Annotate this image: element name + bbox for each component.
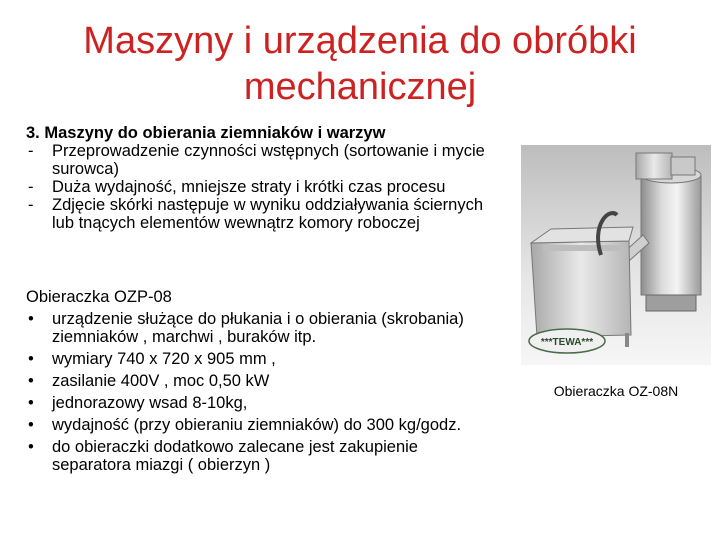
dash-marker: -	[28, 196, 34, 214]
section-heading: 3. Maszyny do obierania ziemniaków i warzyw	[26, 124, 386, 142]
title-line-1: Maszyny i urządzenia do obróbki	[83, 20, 637, 62]
list-item	[26, 310, 501, 346]
photo-caption: Obieraczka OZ-08N	[553, 383, 679, 399]
list-item-text: Duża wydajność, mniejsze straty i krótki czas procesu	[52, 178, 446, 196]
list-item	[26, 142, 501, 178]
list-item-text: do obieraczki dodatkowo zalecane jest zakupienie separatora miazgi ( obierzyn )	[52, 438, 418, 474]
peeler-machine-photo	[521, 145, 711, 365]
dash-marker: -	[28, 142, 34, 160]
list-item	[26, 372, 501, 390]
list-item-text: jednorazowy wsad 8-10kg,	[52, 394, 248, 412]
list-item-text: zasilanie 400V , moc 0,50 kW	[52, 372, 270, 390]
bullet-marker: •	[28, 438, 34, 456]
list-item-text: wymiary 740 x 720 x 905 mm ,	[52, 350, 276, 368]
section-heading: Obieraczka OZP-08	[26, 288, 172, 306]
list-item-text: urządzenie służące do płukania i o obierania (skrobania) ziemniaków , marchwi , buraków itp.	[52, 310, 464, 346]
list-item	[26, 178, 501, 196]
list-item	[26, 416, 501, 434]
bullet-marker: •	[28, 372, 34, 390]
list-item-text: Zdjęcie skórki następuje w wyniku oddziaływania ściernych lub tnących elementów wewnątrz komory roboczej	[52, 196, 484, 232]
bullet-marker: •	[28, 416, 34, 434]
dash-list	[26, 142, 501, 232]
section-ozp-08	[26, 288, 501, 474]
slide-title	[20, 18, 700, 110]
list-item	[26, 196, 501, 232]
title-line-2: mechanicznej	[243, 66, 477, 108]
list-item	[26, 438, 501, 474]
list-item-text: Przeprowadzenie czynności wstępnych (sortowanie i mycie surowca)	[52, 142, 485, 178]
bullet-list	[26, 310, 501, 474]
bullet-marker: •	[28, 350, 34, 368]
peeler-machine-illustration	[521, 145, 711, 365]
list-item	[26, 350, 501, 368]
dash-marker: -	[28, 178, 34, 196]
list-item-text: wydajność (przy obieraniu ziemniaków) do 300 kg/godz.	[52, 416, 462, 434]
section-peeling-machines	[26, 124, 501, 232]
tewa-logo	[529, 329, 605, 353]
bullet-marker: •	[28, 310, 34, 328]
bullet-marker: •	[28, 394, 34, 412]
list-item	[26, 394, 501, 412]
logo-text: ***TEWA***	[540, 337, 594, 348]
